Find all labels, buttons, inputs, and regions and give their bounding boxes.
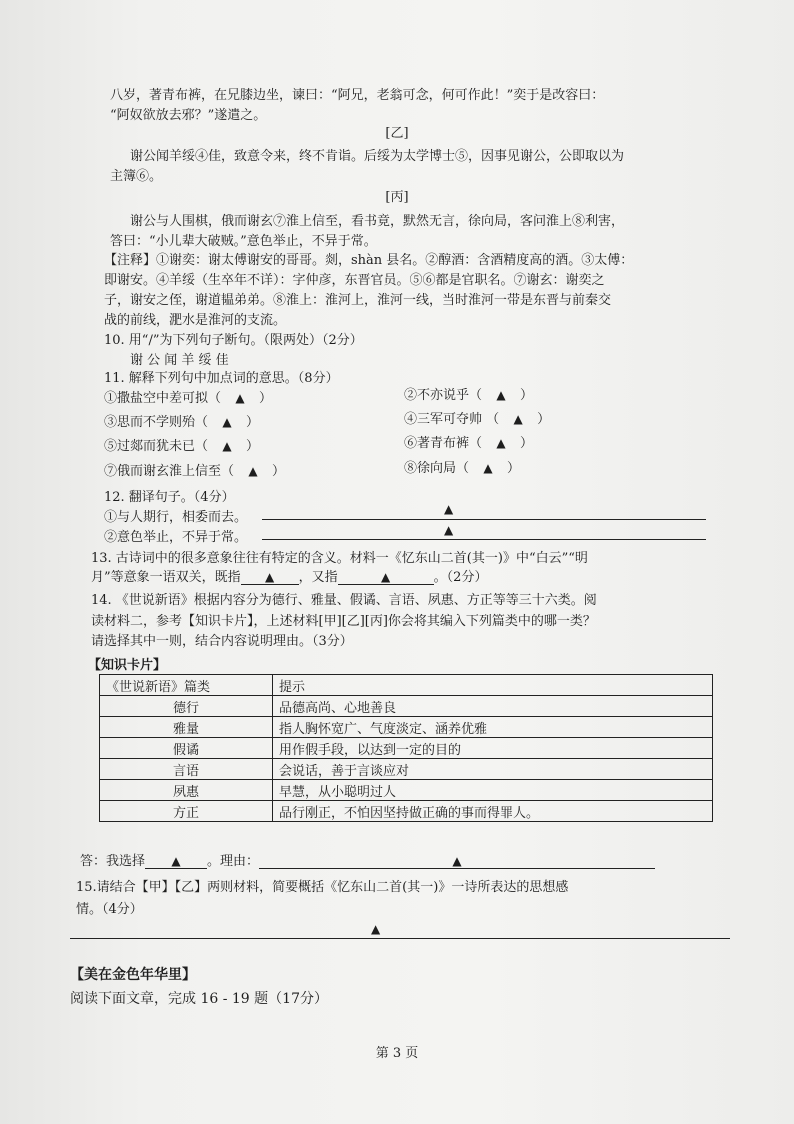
q11-item: ②不亦说乎（ ▲ ） [404,388,534,403]
blank-triangle-icon[interactable]: ▲ [248,464,258,478]
question-11: 11. 解释下列句中加点词的意思。（8分） [104,371,339,386]
blank-triangle-icon[interactable]: ▲ [241,570,299,585]
hint-cell: 早慧，从小聪明过人 [273,780,713,801]
passage-line: “阿奴欲放去邪？”遂遣之。 [110,108,267,123]
knowledge-card-table [99,674,713,822]
category-cell: 方正 [100,801,273,822]
q15-line: 情。（4分） [76,902,143,917]
question-12: 12. 翻译句子。（4分） [104,490,235,505]
blank-triangle-icon[interactable]: ▲ [145,854,207,869]
q11-item: ③思而不学则殆（ ▲ ） [104,415,260,430]
blank-triangle-icon[interactable]: ▲ [222,439,232,453]
passage-line: 谢公与人围棋，俄而谢玄⑦淮上信至，看书竟，默然无言，徐向局，客问淮上⑧利害， [130,214,625,229]
q10-sentence: 谢 公 闻 羊 绥 佳 [130,353,229,368]
table-row [100,738,713,759]
q11-item: ⑤过郯而犹未已（ ▲ ） [104,439,260,454]
q14-line: 读材料二，参考【知识卡片】，上述材料[甲][乙][丙]你会将其编入下列篇类中的哪一类？ [91,614,596,629]
passage-line: 谢公闻羊绥④佳，致意令来，终不肯诣。后绥为太学博士⑤，因事见谢公，公即取以为 [130,149,625,164]
blank-triangle-icon[interactable]: ▲ [222,415,232,429]
page-number: 第 3 页 [375,1046,419,1061]
blank-triangle-icon: ▲ [444,502,454,516]
note-line: 即谢安。④羊绥（生卒年不详）：字仲彦，东晋官员。⑤⑥都是官职名。⑦谢玄：谢奕之 [104,273,605,288]
passage-line: 答曰：“小儿辈大破贼。”意色举止，不异于常。 [110,234,377,249]
section-title: 【美在金色年华里】 [70,967,196,983]
table-row [100,717,713,738]
blank-triangle-icon: ▲ [371,922,381,936]
hint-cell: 品行刚正，不怕因坚持做正确的事而得罪人。 [273,801,713,822]
table-row [100,801,713,822]
q12-item: ①与人期行，相委而去。 [104,510,248,525]
question-14: 14. 《世说新语》根据内容分为德行、雅量、假谲、言语、夙惠、方正等等三十六类。阅 [91,593,597,608]
section-heading-bing: [丙] [385,190,409,205]
q11-item: ④三军可夺帅 （ ▲ ） [404,412,551,427]
knowledge-card-title: 【知识卡片】 [88,658,167,673]
section-heading-yi: [乙] [385,126,409,141]
blank-triangle-icon[interactable]: ▲ [338,570,434,585]
answer-line[interactable] [262,539,706,540]
note-line: 【注释】①谢奕：谢太傅谢安的哥哥。剡，shàn 县名。②醇酒：含酒精度高的酒。③太傅： [104,253,634,268]
q14-line: 请选择其中一则，结合内容说明理由。（3分） [91,634,353,649]
blank-triangle-icon[interactable]: ▲ [483,461,493,475]
q11-item: ⑧徐向局（ ▲ ） [404,461,521,476]
table-row [100,696,713,717]
table-row [100,780,713,801]
answer-row: 答：我选择 ▲ 。理由： ▲ [80,850,655,869]
q11-item: ⑦俄而谢玄淮上信至（ ▲ ） [104,464,286,479]
passage-line: 主簿⑥。 [110,169,163,184]
category-cell: 言语 [100,759,273,780]
note-line: 战的前线，淝水是淮河的支流。 [104,313,287,328]
blank-triangle-icon[interactable]: ▲ [259,854,655,869]
blank-triangle-icon[interactable]: ▲ [496,436,506,450]
q13-line: 月”等意象一语双关，既指 ▲ ，又指 ▲ 。（2分） [91,570,488,585]
column-header: 《世说新语》篇类 [100,675,273,696]
question-10: 10. 用“/”为下列句子断句。（限两处）（2分） [104,333,363,348]
q12-item: ②意色举止，不异于常。 [104,530,248,545]
question-13: 13. 古诗词中的很多意象往往有特定的含义。材料一《忆东山二首(其一)》中“白云”“明 [91,551,588,566]
blank-triangle-icon[interactable]: ▲ [235,391,245,405]
hint-cell: 会说话，善于言谈应对 [273,759,713,780]
passage-line: 八岁，著青布裤，在兄膝边坐，谏曰：“阿兄，老翁可念，何可作此！”奕于是改容曰： [110,88,605,103]
category-cell: 假谲 [100,738,273,759]
blank-triangle-icon[interactable]: ▲ [496,388,506,402]
table-row [100,759,713,780]
hint-cell: 用作假手段，以达到一定的目的 [273,738,713,759]
question-15: 15.请结合【甲】【乙】两则材料，简要概括《忆东山二首(其一)》一诗所表达的思想感 [76,880,569,895]
q11-item: ①撒盐空中差可拟（ ▲ ） [104,391,273,406]
blank-triangle-icon: ▲ [444,523,454,537]
answer-line[interactable] [70,938,730,939]
category-cell: 雅量 [100,717,273,738]
hint-cell: 指人胸怀宽广、气度淡定、涵养优雅 [273,717,713,738]
blank-triangle-icon[interactable]: ▲ [513,412,523,426]
note-line: 子，谢安之侄，谢道韫弟弟。⑧淮上：淮河上，淮河一线，当时淮河一带是东晋与前秦交 [104,293,612,308]
q11-item: ⑥著青布裤（ ▲ ） [404,436,534,451]
answer-line[interactable] [262,519,706,520]
hint-cell: 品德高尚、心地善良 [273,696,713,717]
table-header-row [100,675,713,696]
column-header: 提示 [273,675,713,696]
section-instruction: 阅读下面文章，完成 16 - 19 题（17分） [70,991,328,1007]
category-cell: 德行 [100,696,273,717]
category-cell: 夙惠 [100,780,273,801]
